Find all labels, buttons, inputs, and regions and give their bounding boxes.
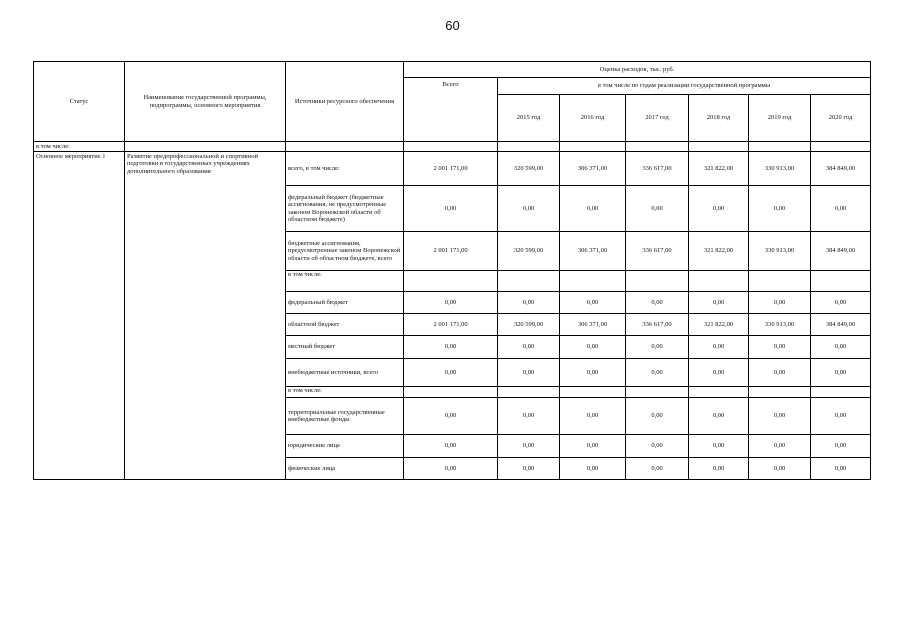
value-cell bbox=[560, 271, 626, 292]
value-cell: 0,00 bbox=[749, 435, 811, 458]
value-cell: 0,00 bbox=[404, 398, 498, 435]
header-name: Наименование государственной программы, подпрограммы, основного мероприятия bbox=[125, 62, 286, 142]
value-cell: 0,00 bbox=[404, 458, 498, 480]
value-cell: 321 822,00 bbox=[689, 314, 749, 336]
value-cell bbox=[811, 387, 871, 398]
value-cell: 321 822,00 bbox=[689, 232, 749, 271]
value-cell: 0,00 bbox=[749, 336, 811, 359]
value-cell: 0,00 bbox=[626, 336, 689, 359]
header-year: 2017 год bbox=[626, 95, 689, 142]
value-cell: 384 849,00 bbox=[811, 232, 871, 271]
value-cell bbox=[404, 271, 498, 292]
value-cell: 0,00 bbox=[689, 458, 749, 480]
header-status: Статус bbox=[34, 62, 125, 142]
value-cell: 330 913,00 bbox=[749, 232, 811, 271]
value-cell: 0,00 bbox=[498, 359, 560, 387]
value-cell: 0,00 bbox=[560, 359, 626, 387]
header-estimate: Оценка расходов, тыс. руб. bbox=[404, 62, 871, 78]
header-year: 2018 год bbox=[689, 95, 749, 142]
value-cell: 0,00 bbox=[404, 186, 498, 232]
value-cell bbox=[498, 387, 560, 398]
program-name: Развитие предпрофессиональной и спортивной подготовки в государственных учреждениях дополнительного образования bbox=[125, 152, 286, 480]
value-cell: 0,00 bbox=[498, 336, 560, 359]
value-cell bbox=[560, 387, 626, 398]
value-cell: 0,00 bbox=[811, 458, 871, 480]
value-cell: 2 001 171,00 bbox=[404, 314, 498, 336]
value-cell: 0,00 bbox=[626, 359, 689, 387]
value-cell: 0,00 bbox=[560, 458, 626, 480]
value-cell: 0,00 bbox=[689, 435, 749, 458]
value-cell: 0,00 bbox=[749, 292, 811, 314]
header-year: 2016 год bbox=[560, 95, 626, 142]
value-cell: 384 849,00 bbox=[811, 314, 871, 336]
value-cell: 0,00 bbox=[811, 336, 871, 359]
value-cell: 336 617,00 bbox=[626, 314, 689, 336]
value-cell: 0,00 bbox=[404, 435, 498, 458]
source-label: внебюджетные источники, всего bbox=[286, 359, 404, 387]
value-cell bbox=[626, 271, 689, 292]
source-label: в том числе: bbox=[286, 387, 404, 398]
value-cell bbox=[749, 387, 811, 398]
header-year: 2020 год bbox=[811, 95, 871, 142]
budget-table bbox=[33, 61, 871, 480]
value-cell: 306 371,00 bbox=[560, 232, 626, 271]
value-cell: 0,00 bbox=[404, 336, 498, 359]
value-cell: 320 599,00 bbox=[498, 152, 560, 186]
source-label: федеральный бюджет (бюджетные ассигнования, не предусмотренные законом Воронежской области об областном бюджете) bbox=[286, 186, 404, 232]
source-label: юридические лица bbox=[286, 435, 404, 458]
value-cell: 336 617,00 bbox=[626, 232, 689, 271]
value-cell: 336 617,00 bbox=[626, 152, 689, 186]
value-cell bbox=[749, 271, 811, 292]
value-cell bbox=[626, 387, 689, 398]
value-cell: 0,00 bbox=[749, 359, 811, 387]
value-cell: 0,00 bbox=[560, 435, 626, 458]
value-cell bbox=[498, 271, 560, 292]
value-cell: 0,00 bbox=[749, 458, 811, 480]
value-cell: 0,00 bbox=[811, 186, 871, 232]
value-cell: 0,00 bbox=[498, 435, 560, 458]
value-cell: 0,00 bbox=[498, 186, 560, 232]
in-that-number-label: в том числе: bbox=[34, 142, 125, 152]
source-label: территориальные государственные внебюджетные фонды bbox=[286, 398, 404, 435]
header-sources: Источники ресурсного обеспечения bbox=[286, 62, 404, 142]
value-cell: 0,00 bbox=[811, 435, 871, 458]
value-cell: 0,00 bbox=[498, 458, 560, 480]
header-by-years: в том числе по годам реализации государственной программы bbox=[498, 78, 871, 95]
value-cell: 0,00 bbox=[560, 398, 626, 435]
source-label: местный бюджет bbox=[286, 336, 404, 359]
page-number: 60 bbox=[445, 18, 460, 33]
source-label: всего, в том числе: bbox=[286, 152, 404, 186]
value-cell: 0,00 bbox=[811, 398, 871, 435]
value-cell: 0,00 bbox=[626, 458, 689, 480]
value-cell: 0,00 bbox=[626, 435, 689, 458]
source-label: физические лица bbox=[286, 458, 404, 480]
value-cell: 0,00 bbox=[749, 398, 811, 435]
value-cell: 306 371,00 bbox=[560, 314, 626, 336]
value-cell: 320 599,00 bbox=[498, 314, 560, 336]
value-cell: 0,00 bbox=[689, 398, 749, 435]
value-cell: 320 599,00 bbox=[498, 232, 560, 271]
value-cell: 0,00 bbox=[689, 336, 749, 359]
value-cell: 0,00 bbox=[626, 398, 689, 435]
value-cell: 0,00 bbox=[560, 292, 626, 314]
value-cell: 0,00 bbox=[626, 292, 689, 314]
value-cell: 321 822,00 bbox=[689, 152, 749, 186]
value-cell: 0,00 bbox=[404, 292, 498, 314]
value-cell: 0,00 bbox=[811, 359, 871, 387]
value-cell: 0,00 bbox=[689, 359, 749, 387]
value-cell: 0,00 bbox=[749, 186, 811, 232]
value-cell: 0,00 bbox=[811, 292, 871, 314]
value-cell: 0,00 bbox=[498, 398, 560, 435]
header-year: 2019 год bbox=[749, 95, 811, 142]
value-cell: 330 913,00 bbox=[749, 314, 811, 336]
source-label: бюджетные ассигнования, предусмотренные законом Воронежской области об областном бюджете, всего bbox=[286, 232, 404, 271]
value-cell: 0,00 bbox=[689, 292, 749, 314]
value-cell: 0,00 bbox=[560, 186, 626, 232]
header-total: Всего bbox=[404, 78, 498, 142]
value-cell: 2 001 171,00 bbox=[404, 152, 498, 186]
value-cell bbox=[811, 271, 871, 292]
value-cell: 0,00 bbox=[689, 186, 749, 232]
value-cell: 0,00 bbox=[560, 336, 626, 359]
value-cell: 330 913,00 bbox=[749, 152, 811, 186]
source-label: в том числе: bbox=[286, 271, 404, 292]
value-cell: 0,00 bbox=[626, 186, 689, 232]
value-cell bbox=[689, 271, 749, 292]
value-cell bbox=[689, 387, 749, 398]
source-label: областной бюджет bbox=[286, 314, 404, 336]
value-cell: 384 849,00 bbox=[811, 152, 871, 186]
value-cell: 0,00 bbox=[498, 292, 560, 314]
source-label: федеральный бюджет bbox=[286, 292, 404, 314]
value-cell bbox=[404, 387, 498, 398]
status-value: Основное мероприятие 1 bbox=[34, 152, 125, 480]
value-cell: 0,00 bbox=[404, 359, 498, 387]
value-cell: 306 371,00 bbox=[560, 152, 626, 186]
value-cell: 2 001 171,00 bbox=[404, 232, 498, 271]
header-year: 2015 год bbox=[498, 95, 560, 142]
